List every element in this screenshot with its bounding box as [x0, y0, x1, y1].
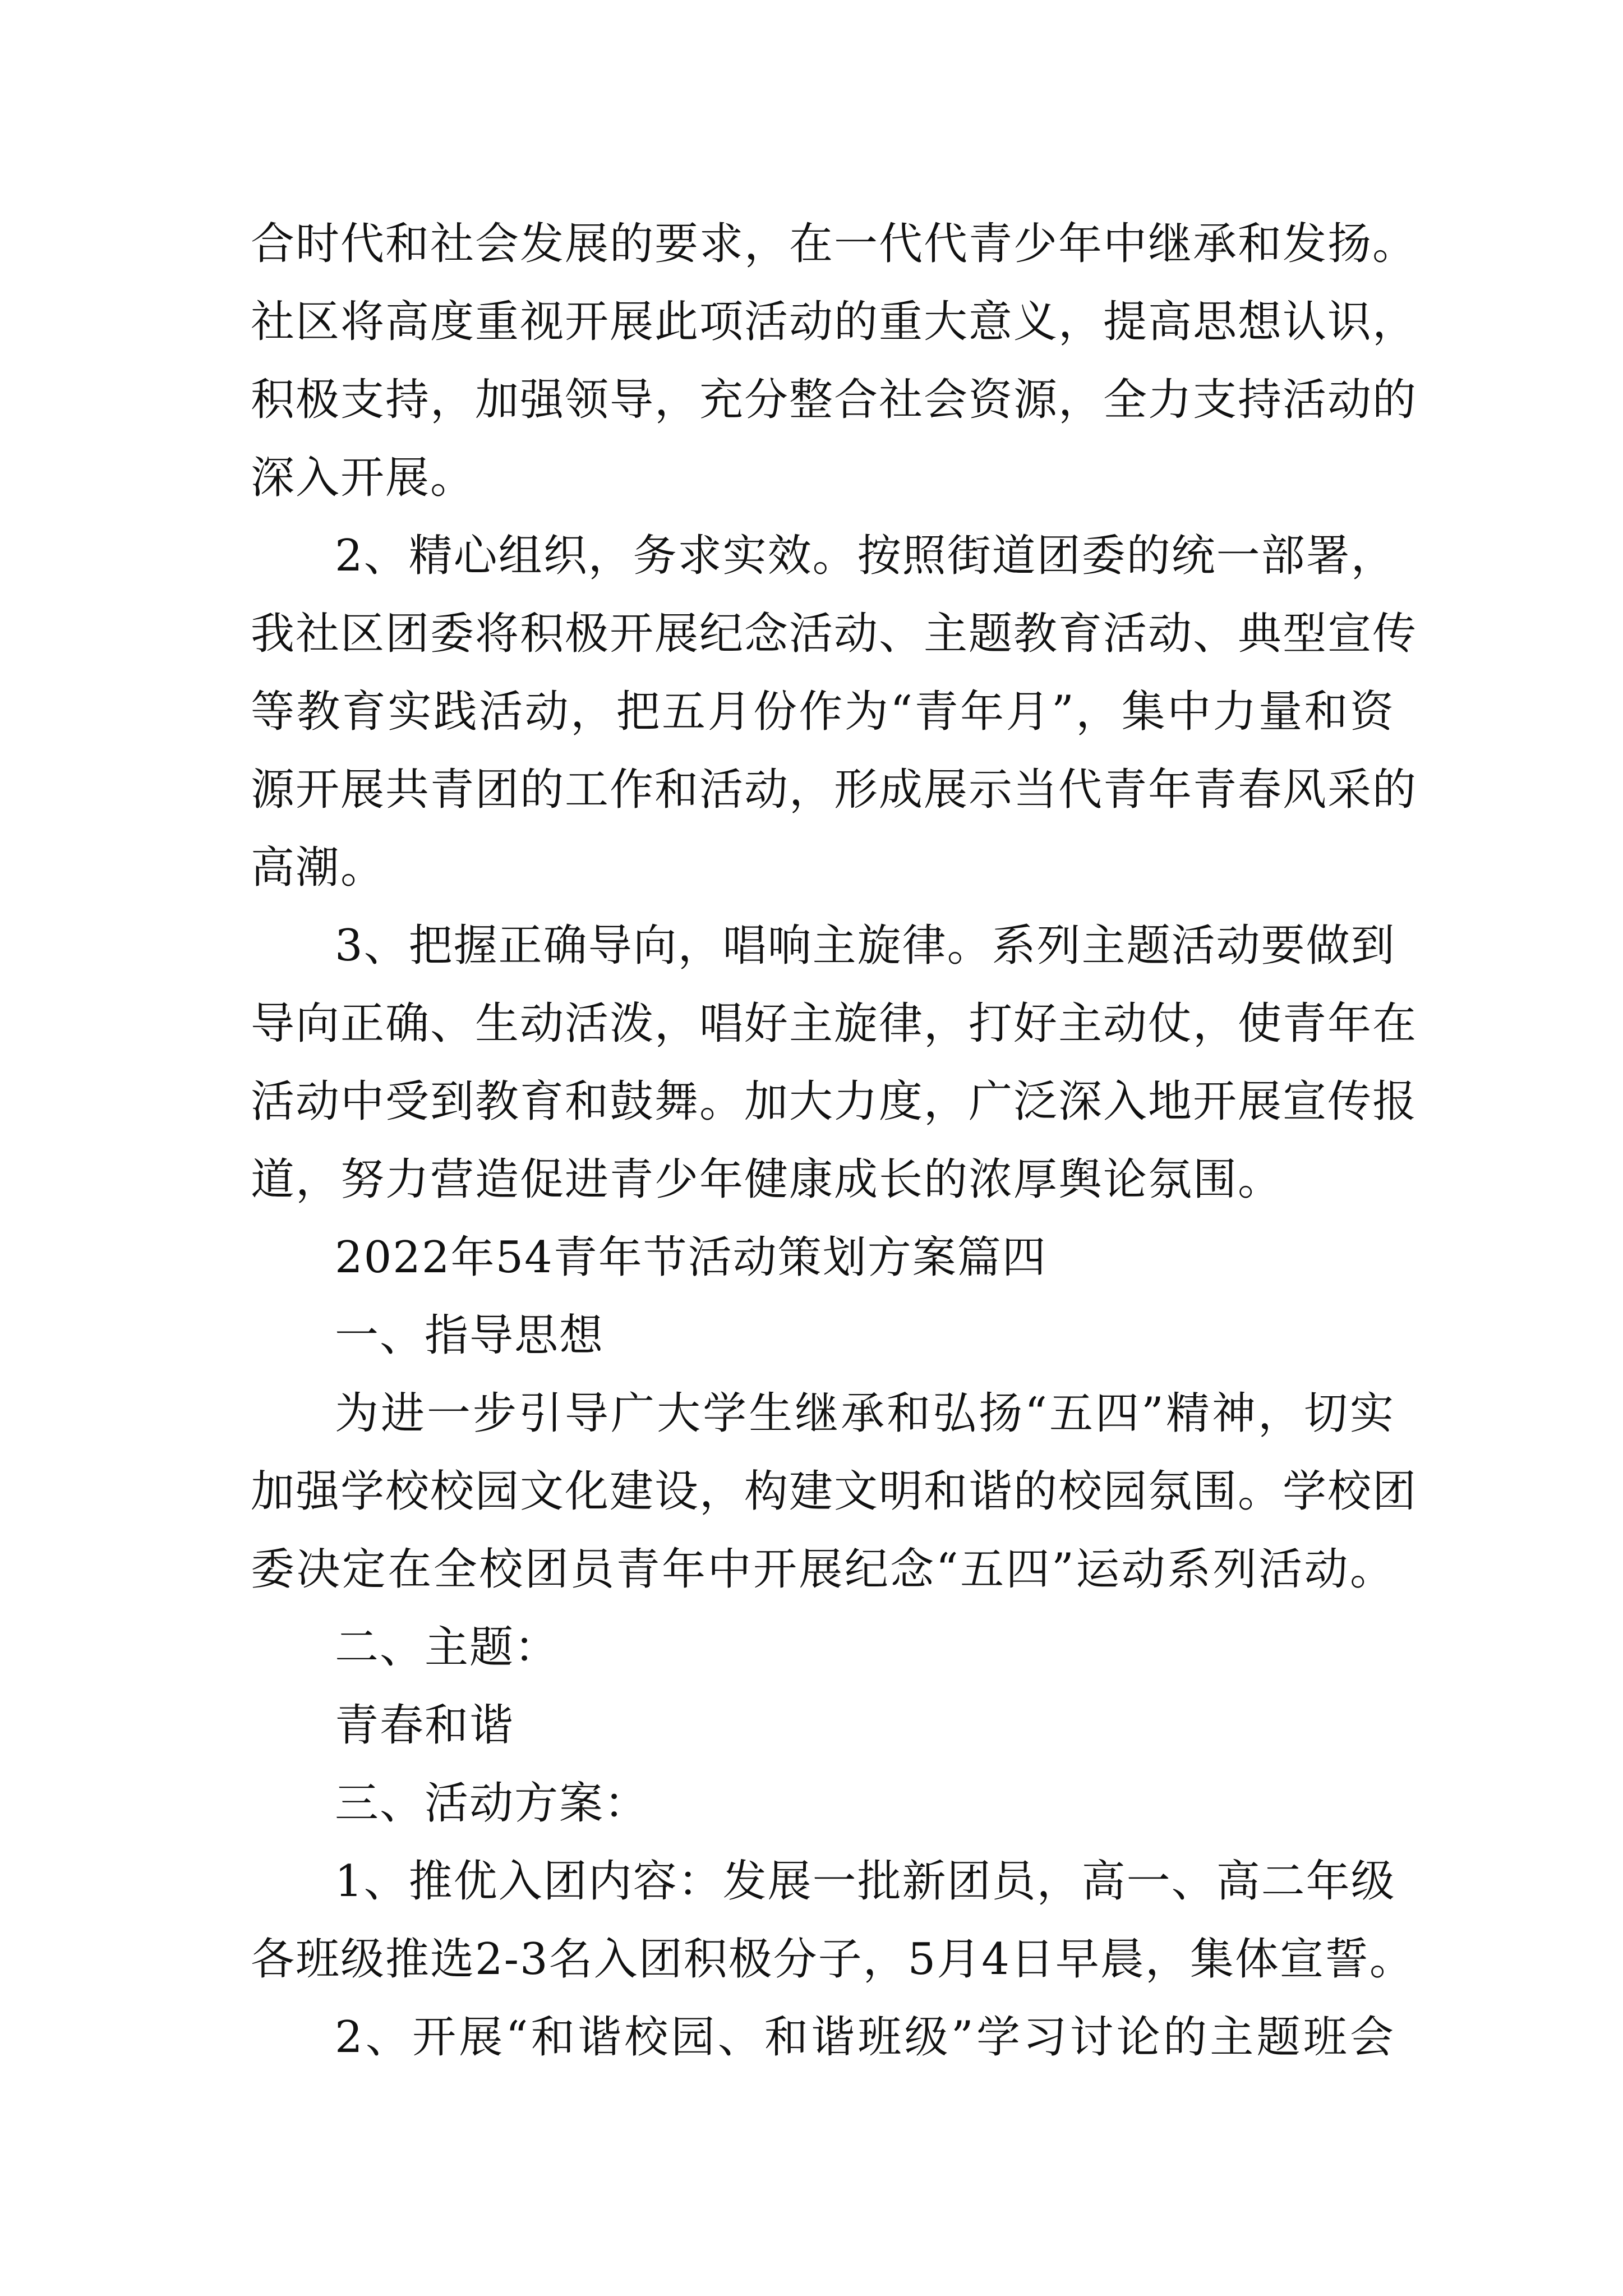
- section-heading: 一、指导思想: [335, 1310, 605, 1361]
- paragraph-line: 道，努力营造促进青少年健康成长的浓厚舆论氛围。: [251, 1154, 1283, 1205]
- section-heading: 二、主题：: [335, 1622, 560, 1673]
- paragraph-line: 2、开展“和谐校园、和谐班级”学习讨论的主题班会: [335, 2012, 1395, 2063]
- paragraph-line: 委决定在全校团员青年中开展纪念“五四”运动系列活动。: [251, 1544, 1395, 1595]
- paragraph-line: 社区将高度重视开展此项活动的重大意义，提高思想认识，: [251, 297, 1418, 347]
- section-heading: 2022年54青年节活动策划方案篇四: [335, 1232, 1047, 1283]
- paragraph-line: 3、把握正确导向，唱响主旋律。系列主题活动要做到: [335, 921, 1396, 971]
- paragraph-line: 深入开展。: [251, 453, 476, 503]
- paragraph-line: 加强学校校园文化建设，构建文明和谐的校园氛围。学校团: [251, 1466, 1418, 1517]
- paragraph-line: 活动中受到教育和鼓舞。加大力度，广泛深入地开展宣传报: [251, 1076, 1418, 1127]
- paragraph-line: 合时代和社会发展的要求，在一代代青少年中继承和发扬。: [251, 219, 1418, 269]
- paragraph-line: 源开展共青团的工作和活动，形成展示当代青年青春风采的: [251, 765, 1418, 815]
- paragraph-line: 等教育实践活动，把五月份作为“青年月”，集中力量和资: [251, 687, 1395, 737]
- paragraph-line: 我社区团委将积极开展纪念活动、主题教育活动、典型宣传: [251, 609, 1418, 659]
- paragraph-line: 积极支持，加强领导，充分整合社会资源，全力支持活动的: [251, 375, 1418, 425]
- paragraph-line: 1、推优入团内容：发展一批新团员，高一、高二年级: [335, 1856, 1396, 1907]
- section-heading: 三、活动方案：: [335, 1778, 649, 1829]
- paragraph-line: 各班级推选2-3名入团积极分子，5月4日早晨，集体宣誓。: [251, 1934, 1414, 1985]
- paragraph-line: 导向正确、生动活泼，唱好主旋律，打好主动仗，使青年在: [251, 999, 1418, 1049]
- paragraph-line: 为进一步引导广大学生继承和弘扬“五四”精神，切实: [335, 1388, 1395, 1439]
- paragraph-line: 青春和谐: [335, 1700, 515, 1751]
- paragraph-line: 高潮。: [251, 843, 386, 893]
- paragraph-line: 2、精心组织，务求实效。按照街道团委的统一部署，: [335, 531, 1396, 581]
